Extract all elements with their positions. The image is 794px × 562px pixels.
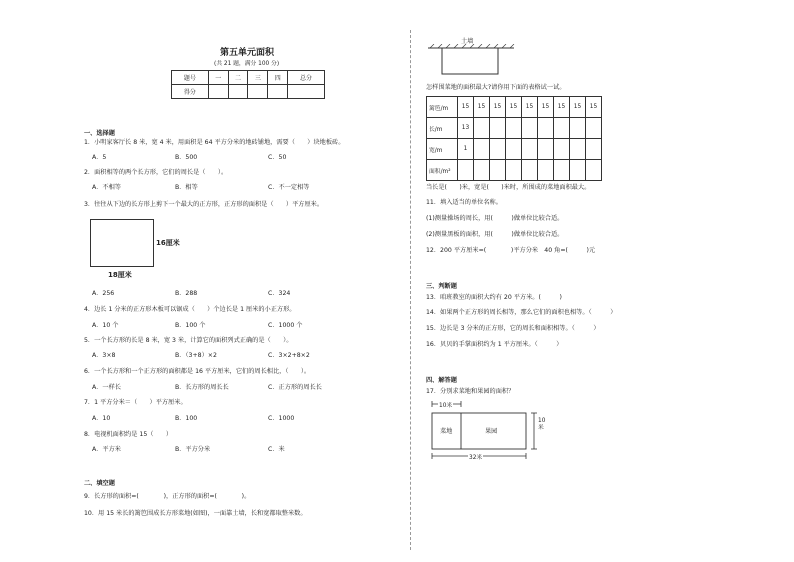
question-text: 7．1 平方分米＝（ ）平方厘米。 xyxy=(84,399,187,406)
option-b[interactable]: B．288 xyxy=(175,290,198,297)
option-a[interactable]: A．256 xyxy=(92,290,115,297)
question-text: 17．分别求菜地和果园的面积？ xyxy=(426,388,515,395)
option-a[interactable]: A．不相等 xyxy=(92,184,121,191)
table-cell: 15 xyxy=(586,97,602,118)
table-cell[interactable] xyxy=(506,118,522,139)
table-cell: 13 xyxy=(458,118,474,139)
option-b[interactable]: B．500 xyxy=(175,154,198,161)
column-divider xyxy=(410,30,411,550)
question-text: 怎样围菜地的面积最大?请你用下面的表格试一试。 xyxy=(426,84,566,91)
option-c[interactable]: C．正方形的周长长 xyxy=(268,384,322,391)
question-text: 15．边长是 3 分米的正方形，它的周长和面积相等。（ ） xyxy=(426,325,600,332)
question-text: 1．小明家客厅长 8 米，宽 4 米，用面积是 64 平方分米的地砖铺地，需要（ ）块地板砖。 xyxy=(84,139,345,146)
section-heading: 二、填空题 xyxy=(84,480,115,487)
question-text: 8．电视机面积约是 15（ ） xyxy=(84,431,173,438)
question-text: (1)测量操场的周长，用( )做单位比较合适。 xyxy=(426,215,564,222)
score-cell[interactable] xyxy=(288,85,325,99)
table-cell[interactable] xyxy=(490,139,506,160)
score-header: 二 xyxy=(228,71,248,85)
table-cell[interactable] xyxy=(538,118,554,139)
row-label: 面积/m² xyxy=(427,160,458,181)
question-text: 6．一个长方形和一个正方形的面积都是 16 平方厘米，它们的周长相比，（ ）。 xyxy=(84,368,311,375)
option-a[interactable]: A．10 个 xyxy=(92,322,119,329)
score-table xyxy=(171,70,325,99)
option-c[interactable]: C．米 xyxy=(268,446,285,453)
table-cell[interactable] xyxy=(570,139,586,160)
dim-right: 10米 xyxy=(538,418,546,431)
table-cell[interactable] xyxy=(522,139,538,160)
score-row-label: 得分 xyxy=(172,85,209,99)
row-label: 长/m xyxy=(427,118,458,139)
table-cell: 15 xyxy=(538,97,554,118)
score-header: 四 xyxy=(268,71,288,85)
row-label: 篱笆/m xyxy=(427,97,458,118)
row-label: 宽/m xyxy=(427,139,458,160)
table-cell[interactable] xyxy=(538,160,554,181)
question-text: 16．贝贝的手掌面积约为 1 平方厘米。（ ） xyxy=(426,341,563,348)
question-text: 9．长方形的面积=( )，正方形的面积=( )。 xyxy=(84,493,251,500)
table-cell: 15 xyxy=(554,97,570,118)
question-text: 2．面积相等的两个长方形，它们的周长是（ ）。 xyxy=(84,169,228,176)
option-c[interactable]: C．不一定相等 xyxy=(268,184,310,191)
option-a[interactable]: A．一样长 xyxy=(92,384,121,391)
table-cell[interactable] xyxy=(490,160,506,181)
option-b[interactable]: B．长方形的周长长 xyxy=(175,384,229,391)
figure-label-right: 16厘米 xyxy=(156,239,180,247)
question-text: 3．往往从下边的长方形上剪下一个最大的正方形，正方形的面积是（ ）平方厘米。 xyxy=(84,201,324,208)
figure-label-bottom: 18厘米 xyxy=(108,271,132,279)
table-cell[interactable] xyxy=(570,160,586,181)
wall-figure xyxy=(426,44,516,78)
score-header: 总分 xyxy=(288,71,325,85)
table-cell[interactable] xyxy=(458,160,474,181)
option-c[interactable]: C．1000 xyxy=(268,415,295,422)
table-cell[interactable] xyxy=(554,118,570,139)
score-header: 一 xyxy=(208,71,228,85)
score-cell[interactable] xyxy=(268,85,288,99)
table-cell[interactable] xyxy=(554,160,570,181)
table-cell[interactable] xyxy=(506,160,522,181)
question-text: 当长是( )米，宽是( )米时，所围成的菜地面积最大。 xyxy=(426,184,591,191)
wall-label: 土墙 xyxy=(461,38,474,45)
plot-label-vegetable: 菜地 xyxy=(440,428,453,435)
score-cell[interactable] xyxy=(248,85,268,99)
table-cell: 15 xyxy=(458,97,474,118)
question-text: 4．边长 1 分米的正方形木板可以锯成（ ）个边长是 1 厘米的小正方形。 xyxy=(84,306,296,313)
table-cell[interactable] xyxy=(522,118,538,139)
table-cell[interactable] xyxy=(586,118,602,139)
option-c[interactable]: C．1000 个 xyxy=(268,322,303,329)
section-heading: 一、选择题 xyxy=(84,130,115,137)
table-cell: 15 xyxy=(522,97,538,118)
dim-bottom: 32米 xyxy=(468,452,483,461)
fence-table xyxy=(426,96,602,181)
question-text: 14．如果两个正方形的周长相等，那么它们的面积也相等。（ ） xyxy=(426,309,617,316)
table-cell[interactable] xyxy=(586,160,602,181)
table-cell[interactable] xyxy=(506,139,522,160)
option-c[interactable]: C．50 xyxy=(268,154,287,161)
table-cell[interactable] xyxy=(490,118,506,139)
table-cell: 15 xyxy=(570,97,586,118)
page-title: 第五单元面积 xyxy=(220,48,275,58)
table-cell: 15 xyxy=(506,97,522,118)
option-a[interactable]: A．10 xyxy=(92,415,111,422)
option-a[interactable]: A．平方米 xyxy=(92,446,121,453)
table-cell[interactable] xyxy=(586,139,602,160)
table-cell[interactable] xyxy=(538,139,554,160)
dim-top: 10米 xyxy=(438,400,453,409)
question-text: (2)测量黑板的面积，用( )做单位比较合适。 xyxy=(426,231,564,238)
table-cell[interactable] xyxy=(554,139,570,160)
option-b[interactable]: B．相等 xyxy=(175,184,198,191)
option-b[interactable]: B．（3+8）×2 xyxy=(175,352,217,359)
question-text: 12．200 平方厘米=( )平方分米 40 角=( )元 xyxy=(426,247,596,254)
table-cell: 1 xyxy=(458,139,474,160)
section-heading: 三、判断题 xyxy=(426,283,457,290)
score-cell[interactable] xyxy=(208,85,228,99)
option-c[interactable]: C．3×2+8×2 xyxy=(268,352,310,359)
score-cell[interactable] xyxy=(228,85,248,99)
question-text: 10．用 15 米长的篱笆围成长方形菜地(如图)，一面靠土墙，长和宽都取整米数。 xyxy=(84,510,307,517)
question-text: 13．咱班教室的面积大约有 20 平方米。( ) xyxy=(426,294,562,301)
table-cell: 15 xyxy=(474,97,490,118)
option-b[interactable]: B．100 xyxy=(175,415,198,422)
score-header: 三 xyxy=(248,71,268,85)
question-text: 11．填入适当的单位名称。 xyxy=(426,199,502,206)
table-cell[interactable] xyxy=(522,160,538,181)
plot-label-orchard: 果园 xyxy=(485,428,498,435)
table-cell[interactable] xyxy=(570,118,586,139)
table-cell[interactable] xyxy=(474,139,490,160)
score-header: 题号 xyxy=(172,71,209,85)
table-cell: 15 xyxy=(490,97,506,118)
table-cell[interactable] xyxy=(474,118,490,139)
question-text: 5．一个长方形的长是 8 米，宽 3 米，计算它的面积列式正确的是（ ）。 xyxy=(84,337,293,344)
option-b[interactable]: B．100 个 xyxy=(175,322,206,329)
subtitle: (共 21 题，满分 100 分) xyxy=(214,61,280,67)
rectangle-figure xyxy=(90,219,154,267)
option-c[interactable]: C．324 xyxy=(268,290,291,297)
option-a[interactable]: A．3×8 xyxy=(92,352,116,359)
option-a[interactable]: A．5 xyxy=(92,154,107,161)
section-heading: 四、解答题 xyxy=(426,377,457,384)
table-cell[interactable] xyxy=(474,160,490,181)
option-b[interactable]: B．平方分米 xyxy=(175,446,211,453)
